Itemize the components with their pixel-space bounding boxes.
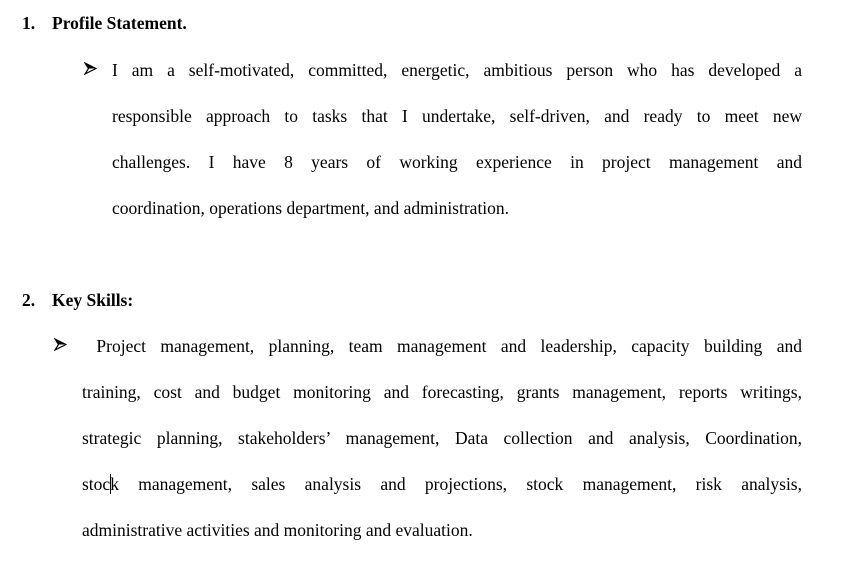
paragraph-line: challenges. I have 8 years of working experience in project management and	[112, 152, 802, 172]
paragraph-line: Project management, planning, team management and leadership, capacity building and	[82, 336, 802, 356]
key-skills-paragraph	[82, 323, 802, 553]
section-number: 1.	[22, 13, 36, 33]
paragraph-line: training, cost and budget monitoring and forecasting, grants management, reports writings,	[82, 382, 802, 402]
paragraph-line: coordination, operations department, and administration.	[112, 198, 510, 218]
profile-statement-paragraph	[112, 47, 802, 231]
section-heading-key-skills	[22, 290, 133, 310]
arrowhead-bullet-icon	[54, 338, 67, 351]
paragraph-line: administrative activities and monitoring and evaluation.	[82, 520, 473, 540]
text-fragment: k management, sales analysis and projections, stock management, risk analysis,	[110, 474, 802, 494]
section-number: 2.	[22, 290, 36, 310]
section-title: Key Skills:	[52, 290, 134, 310]
paragraph-line: strategic planning, stakeholders’ management, Data collection and analysis, Coordination,	[82, 428, 802, 448]
text-fragment: stoc	[82, 474, 111, 494]
paragraph-line: responsible approach to tasks that I undertake, self-driven, and ready to meet new	[112, 106, 802, 126]
section-title: Profile Statement.	[52, 13, 187, 33]
paragraph-line: I am a self-motivated, committed, energetic, ambitious person who has developed a	[112, 60, 802, 80]
section-heading-profile	[22, 13, 187, 33]
paragraph-line	[82, 461, 802, 507]
arrowhead-bullet-icon	[84, 62, 97, 75]
